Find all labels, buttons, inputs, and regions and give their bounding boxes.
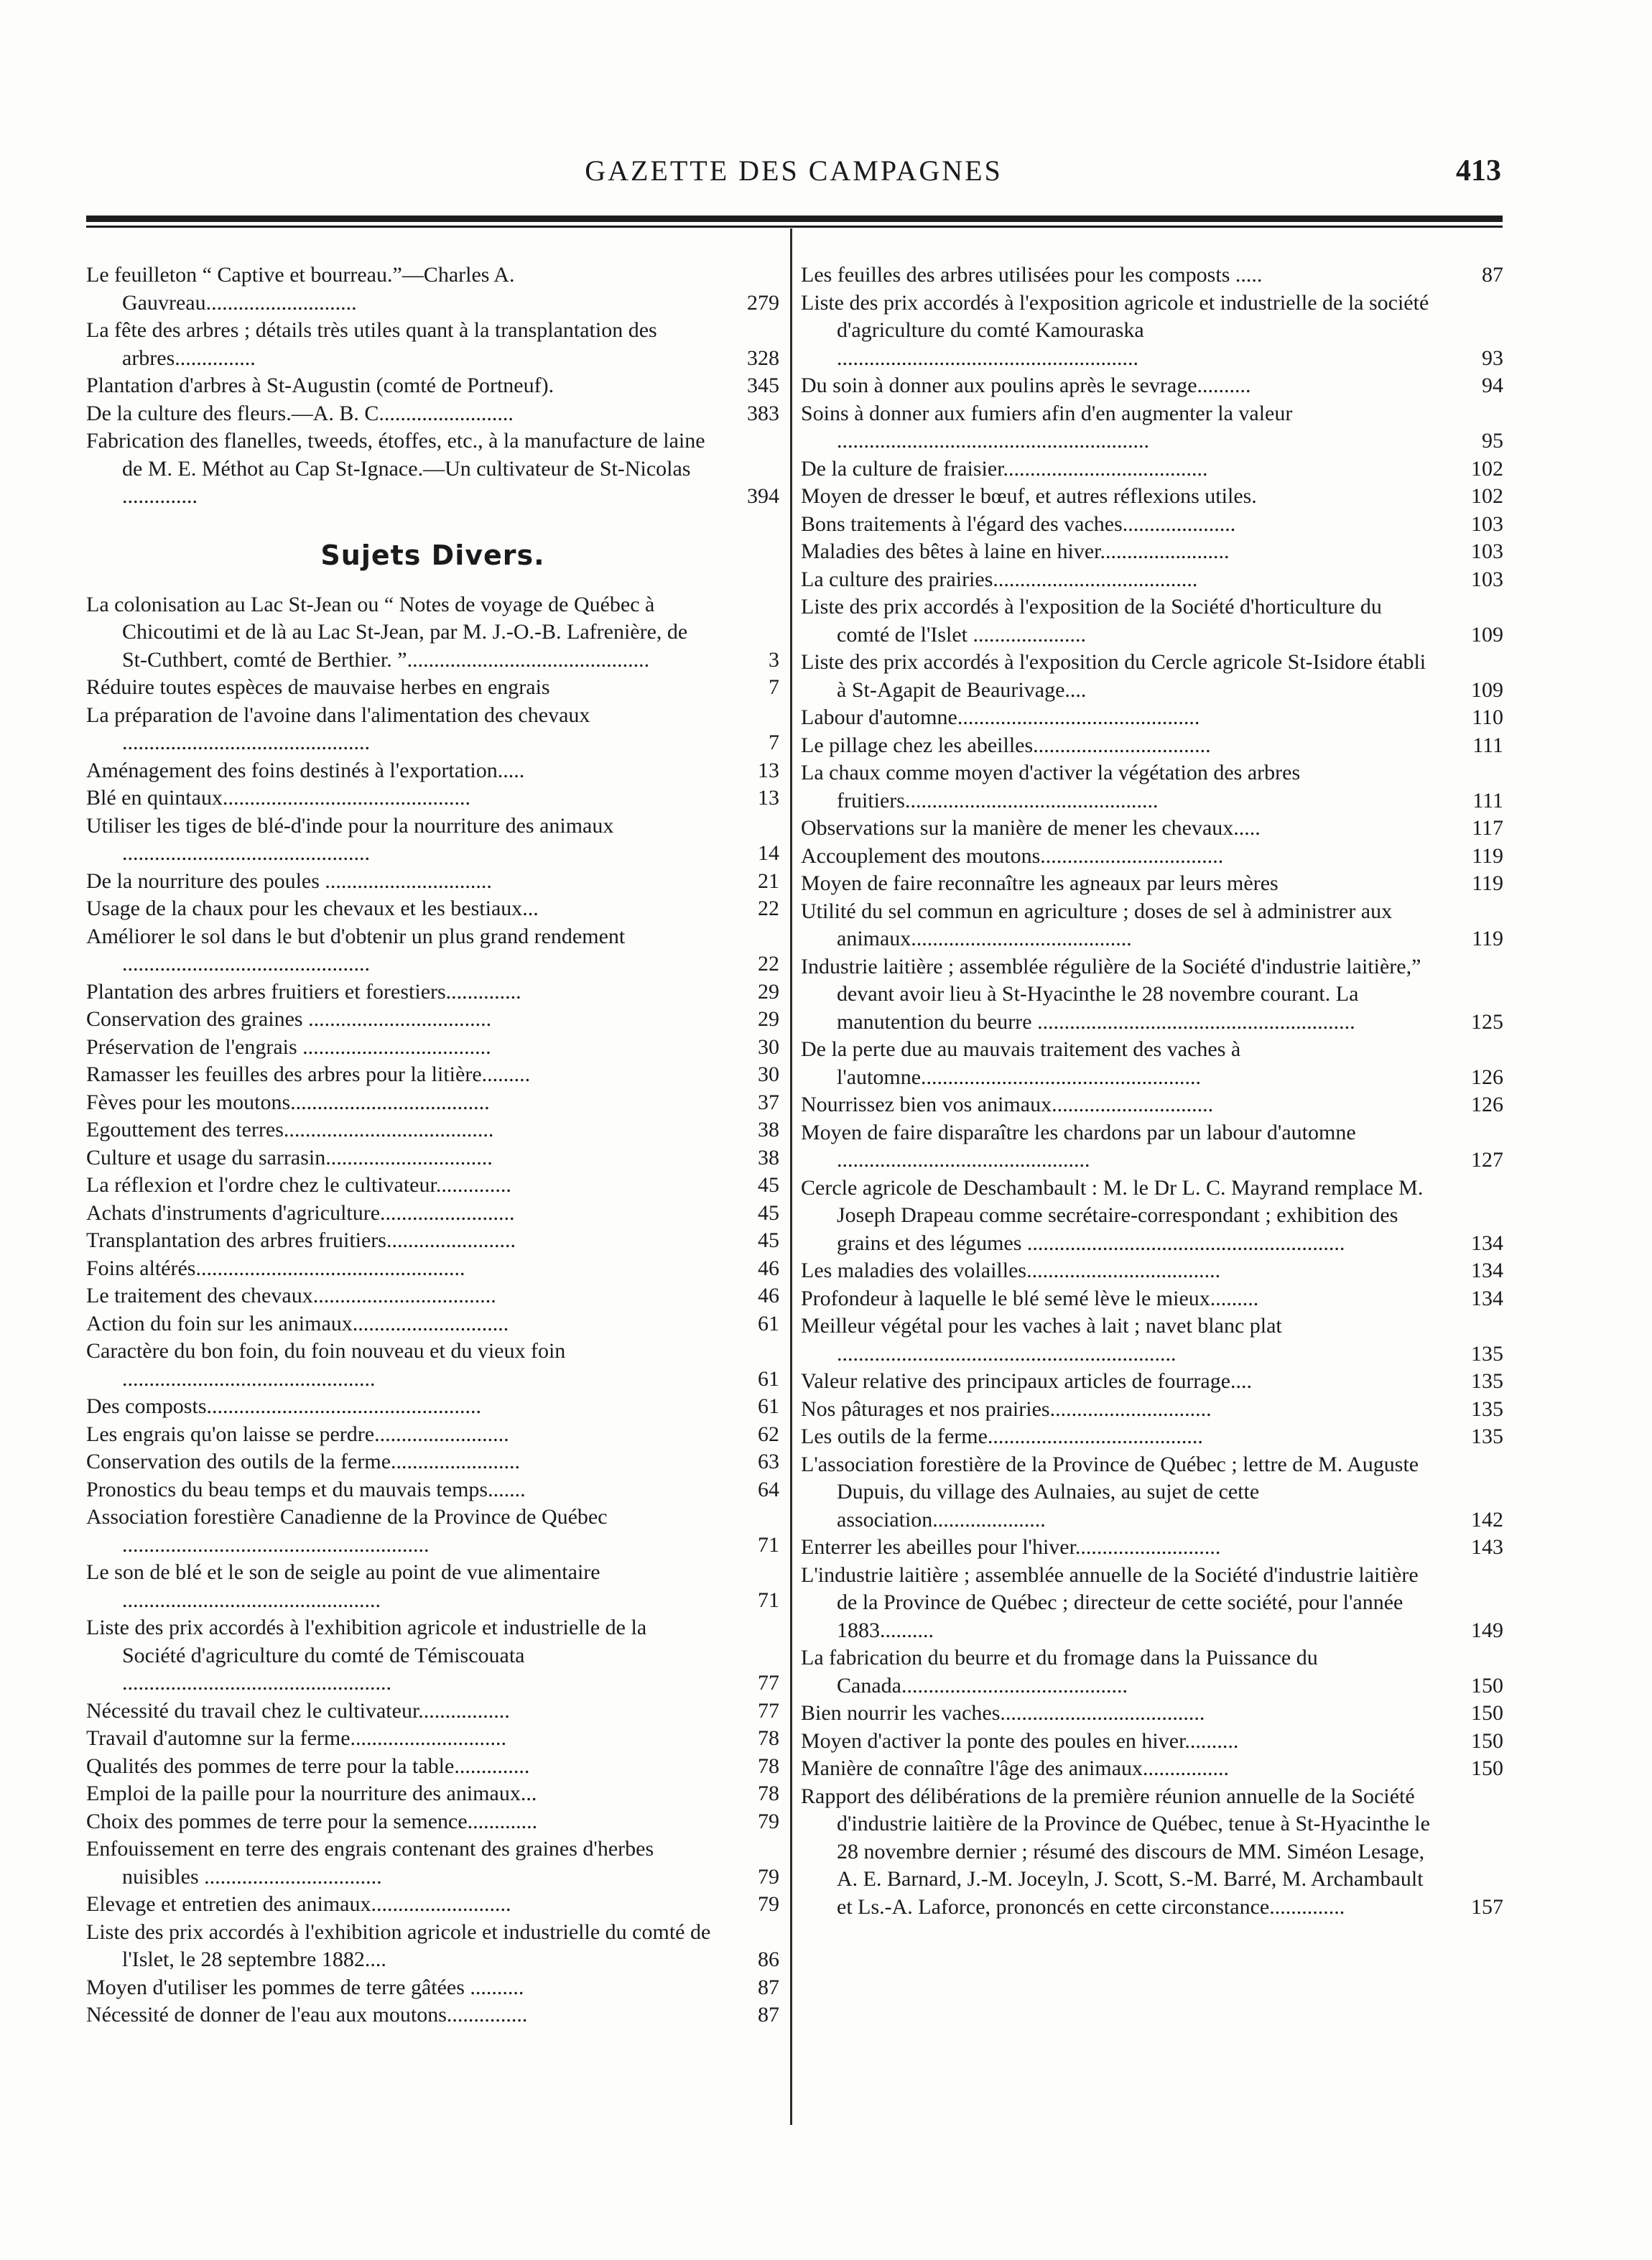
index-entry — [86, 702, 779, 757]
index-entry — [801, 372, 1503, 400]
entry-title: Le traitement des chevaux.................................. — [86, 1284, 496, 1307]
index-entry — [86, 1974, 779, 2002]
entry-page-number: 142 — [1471, 1507, 1503, 1532]
index-entry — [801, 1312, 1503, 1368]
index-entry — [801, 1423, 1503, 1451]
entry-title: Liste des prix accordés à l'exposition du Cercle agricole St-Isidore établi à St-Agapit de Beaurivage.... — [801, 650, 1426, 702]
entry-title: Liste des prix accordés à l'exhibition agricole et industrielle du comté de l'Islet, le 28 septembre 1882.... — [86, 1919, 711, 1971]
index-entry — [801, 1783, 1503, 1922]
entry-title: La réflexion et l'ordre chez le cultivateur.............. — [86, 1173, 511, 1197]
entry-page-number: 30 — [758, 1034, 779, 1059]
entry-title: Profondeur à laquelle le blé semé lève le mieux......... — [801, 1286, 1259, 1310]
entry-title: La chaux comme moyen d'activer la végétation des arbres fruitiers............................................... — [801, 761, 1301, 812]
entry-title: De la culture des fleurs.—A. B. C......................... — [86, 401, 514, 425]
index-entry — [86, 400, 779, 428]
entry-page-number: 119 — [1472, 843, 1503, 868]
entry-page-number: 45 — [758, 1200, 779, 1225]
entry-title: La colonisation au Lac St-Jean ou “ Notes de voyage de Québec à Chicoutimi et de là au Lac St-Jean, par M. J.-O.-B. Lafrenière, de St-Cuthbert, comté de Berthier. ”............................................. — [86, 592, 688, 672]
page-number: 413 — [1456, 154, 1501, 187]
index-entry — [801, 1091, 1503, 1119]
entry-title: Améliorer le sol dans le but d'obtenir un plus grand rendement .............................................. — [86, 924, 626, 976]
entry-page-number: 93 — [1482, 346, 1503, 370]
index-entry — [801, 1755, 1503, 1783]
entry-page-number: 62 — [758, 1422, 779, 1446]
index-entry — [86, 1338, 779, 1393]
entry-title: Meilleur végétal pour les vaches à lait ; navet blanc plat ............................................................... — [801, 1314, 1282, 1366]
entry-page-number: 117 — [1472, 816, 1503, 840]
index-entry — [86, 784, 779, 812]
entry-page-number: 71 — [758, 1588, 779, 1612]
index-entry — [86, 1034, 779, 1062]
entry-title: La fabrication du beurre et du fromage dans la Puissance du Canada.......................................... — [801, 1646, 1318, 1698]
index-entry — [801, 1562, 1503, 1645]
entry-page-number: 103 — [1471, 567, 1503, 591]
index-entry — [86, 261, 779, 317]
entry-page-number: 38 — [758, 1145, 779, 1170]
entry-title: Du soin à donner aux poulins après le sevrage.......... — [801, 374, 1251, 397]
entry-page-number: 135 — [1471, 1425, 1503, 1448]
index-entry — [86, 1421, 779, 1449]
entry-page-number: 103 — [1471, 511, 1503, 536]
entry-title: Emploi de la paille pour la nourriture des animaux... — [86, 1782, 537, 1805]
left-section-entries — [86, 591, 779, 2029]
entry-page-number: 14 — [758, 841, 779, 865]
index-entry — [801, 1396, 1503, 1424]
entry-title: Manière de connaître l'âge des animaux................ — [801, 1756, 1230, 1780]
entry-title: Le son de blé et le son de seigle au point de vue alimentaire ................................................ — [86, 1560, 600, 1612]
entry-page-number: 86 — [758, 1948, 779, 1971]
entry-page-number: 127 — [1471, 1148, 1503, 1172]
index-entry — [801, 843, 1503, 871]
header-rule-thick — [86, 216, 1503, 222]
entry-title: Fèves pour les moutons..................................... — [86, 1090, 490, 1114]
entry-page-number: 95 — [1482, 429, 1503, 453]
index-entry — [86, 1780, 779, 1808]
entry-title: Utilité du sel commun en agriculture ; doses de sel à administrer aux animaux......................................... — [801, 899, 1393, 950]
entry-title: Transplantation des arbres fruitiers........................ — [86, 1228, 516, 1252]
index-entry — [86, 1919, 779, 1974]
entry-page-number: 126 — [1471, 1093, 1503, 1116]
entry-page-number: 78 — [758, 1782, 779, 1805]
left-top-entries — [86, 261, 779, 511]
index-entry — [801, 704, 1503, 732]
entry-page-number: 134 — [1471, 1259, 1503, 1282]
index-entry — [801, 1257, 1503, 1285]
entry-page-number: 150 — [1471, 1701, 1503, 1725]
entry-page-number: 22 — [758, 897, 779, 920]
index-entry — [86, 1393, 779, 1421]
entry-page-number: 30 — [758, 1062, 779, 1086]
entry-title: Achats d'instruments d'agriculture......................... — [86, 1200, 515, 1225]
index-entry — [86, 427, 779, 511]
entry-title: Nourrissez bien vos animaux.............................. — [801, 1093, 1214, 1116]
index-entry — [86, 1172, 779, 1200]
entry-title: Plantation d'arbres à St-Augustin (comté de Portneuf). — [86, 374, 554, 397]
entry-page-number: 125 — [1471, 1009, 1503, 1034]
index-entry — [86, 978, 779, 1006]
entry-title: Maladies des bêtes à laine en hiver........................ — [801, 539, 1230, 563]
entry-page-number: 135 — [1471, 1397, 1503, 1421]
index-entry — [801, 1534, 1503, 1562]
index-entry — [86, 1559, 779, 1614]
entry-title: Conservation des graines .................................. — [86, 1007, 492, 1031]
entry-page-number: 87 — [758, 1975, 779, 1999]
entry-page-number: 150 — [1471, 1673, 1503, 1698]
entry-page-number: 45 — [758, 1228, 779, 1252]
entry-title: L'industrie laitière ; assemblée annuelle de la Société d'industrie laitière de la Province de Québec ; directeur de cette société, pour l'année 1883.......... — [801, 1562, 1419, 1642]
index-entry — [86, 1144, 779, 1172]
entry-title: Moyen de faire reconnaître les agneaux par leurs mères — [801, 871, 1279, 895]
entry-title: Travail d'automne sur la ferme............................. — [86, 1726, 507, 1750]
index-entry — [801, 1175, 1503, 1258]
index-entry — [801, 1368, 1503, 1396]
entry-page-number: 79 — [758, 1864, 779, 1889]
entry-title: Moyen d'activer la ponte des poules en hiver.......... — [801, 1728, 1239, 1753]
entry-page-number: 13 — [758, 786, 779, 810]
entry-title: Culture et usage du sarrasin............................... — [86, 1145, 493, 1170]
entry-title: Enfouissement en terre des engrais contenant des graines d'herbes nuisibles ................................. — [86, 1837, 654, 1889]
column-divider — [790, 228, 792, 2125]
entry-title: Fabrication des flanelles, tweeds, étoffes, etc., à la manufacture de laine de M. E. Méthot au Cap St-Ignace.—Un cultivateur de St-Nicolas .............. — [86, 429, 705, 508]
entry-page-number: 111 — [1472, 788, 1503, 812]
entry-title: Usage de la chaux pour les chevaux et les bestiaux... — [86, 897, 539, 920]
index-entry — [86, 1089, 779, 1117]
entry-page-number: 150 — [1471, 1756, 1503, 1780]
entry-page-number: 135 — [1471, 1341, 1503, 1366]
entry-title: Réduire toutes espèces de mauvaise herbes en engrais — [86, 675, 550, 699]
entry-page-number: 7 — [769, 675, 779, 699]
entry-page-number: 103 — [1471, 539, 1503, 563]
entry-title: Labour d'automne............................................. — [801, 705, 1200, 729]
entry-page-number: 87 — [1482, 263, 1503, 287]
section-title: Sujets Divers. — [320, 539, 545, 571]
entry-page-number: 157 — [1471, 1894, 1503, 1919]
entry-title: Observations sur la manière de mener les chevaux..... — [801, 816, 1261, 840]
entry-page-number: 102 — [1471, 484, 1503, 508]
entry-page-number: 38 — [758, 1118, 779, 1141]
entry-title: Caractère du bon foin, du foin nouveau et du vieux foin ............................................... — [86, 1339, 566, 1391]
entry-title: Elevage et entretien des animaux.......................... — [86, 1892, 511, 1916]
entry-page-number: 78 — [758, 1754, 779, 1778]
entry-page-number: 79 — [758, 1809, 779, 1833]
index-entry — [801, 511, 1503, 539]
index-entry — [801, 870, 1503, 898]
entry-title: Moyen d'utiliser les pommes de terre gâtées .......... — [86, 1975, 524, 1999]
entry-title: Des composts................................................... — [86, 1394, 481, 1418]
entry-page-number: 94 — [1482, 374, 1503, 397]
entry-title: Valeur relative des principaux articles de fourrage.... — [801, 1369, 1253, 1393]
entry-title: Enterrer les abeilles pour l'hiver........................... — [801, 1535, 1221, 1559]
entry-title: Foins altérés.................................................. — [86, 1256, 465, 1280]
entry-page-number: 61 — [758, 1311, 779, 1335]
running-title: GAZETTE DES CAMPAGNES — [585, 154, 1003, 187]
entry-page-number: 61 — [758, 1366, 779, 1391]
index-entry — [801, 290, 1503, 373]
entry-page-number: 29 — [758, 979, 779, 1004]
entry-title: Cercle agricole de Deschambault : M. le Dr L. C. Mayrand remplace M. Joseph Drapeau comme secrétaire-correspondant ; exhibition des grains et des légumes ........................................................... — [801, 1175, 1424, 1255]
entry-title: Moyen de faire disparaître les chardons par un labour d'automne ............................................... — [801, 1120, 1356, 1172]
entry-page-number: 46 — [758, 1256, 779, 1280]
entry-page-number: 45 — [758, 1173, 779, 1197]
entry-title: Les outils de la ferme........................................ — [801, 1425, 1203, 1448]
index-entry — [86, 591, 779, 675]
index-entry — [86, 1282, 779, 1310]
entry-page-number: 21 — [758, 869, 779, 893]
index-entry — [801, 1728, 1503, 1756]
entry-page-number: 126 — [1471, 1065, 1503, 1089]
entry-title: Ramasser les feuilles des arbres pour la litière......... — [86, 1062, 531, 1086]
entry-page-number: 64 — [758, 1477, 779, 1501]
entry-title: Le pillage chez les abeilles................................. — [801, 733, 1211, 757]
entry-title: De la perte due au mauvais traitement des vaches à l'automne.................................................... — [801, 1037, 1241, 1089]
entry-page-number: 46 — [758, 1284, 779, 1307]
index-entry — [801, 898, 1503, 953]
entry-title: Industrie laitière ; assemblée régulière de la Société d'industrie laitière,” devant avoir lieu à St-Hyacinthe le 28 novembre courant. La manutention du beurre ........................................................... — [801, 954, 1421, 1034]
entry-page-number: 109 — [1471, 677, 1503, 702]
index-entry — [86, 317, 779, 372]
entry-page-number: 22 — [758, 952, 779, 976]
left-column — [86, 261, 779, 2029]
index-entry — [801, 1119, 1503, 1175]
entry-page-number: 279 — [747, 290, 779, 315]
entry-title: Moyen de dresser le bœuf, et autres réflexions utiles. — [801, 484, 1257, 508]
entry-title: Nécessité du travail chez le cultivateur................. — [86, 1698, 510, 1723]
entry-page-number: 71 — [758, 1532, 779, 1557]
entry-page-number: 143 — [1471, 1535, 1503, 1559]
index-entry — [86, 1725, 779, 1753]
entry-title: Pronostics du beau temps et du mauvais temps....... — [86, 1477, 526, 1501]
index-entry — [86, 1310, 779, 1338]
index-entry — [86, 1116, 779, 1144]
index-entry — [801, 593, 1503, 649]
entry-page-number: 29 — [758, 1007, 779, 1031]
entry-title: Les engrais qu'on laisse se perdre......................... — [86, 1422, 509, 1446]
index-entry — [86, 923, 779, 978]
entry-page-number: 7 — [769, 731, 779, 754]
index-entry — [86, 1504, 779, 1559]
entry-page-number: 119 — [1472, 927, 1503, 950]
index-entry — [801, 261, 1503, 290]
entry-page-number: 109 — [1471, 622, 1503, 647]
index-entry — [86, 1255, 779, 1283]
header-rule-thin — [86, 226, 1503, 228]
entry-page-number: 102 — [1471, 456, 1503, 481]
entry-title: Accouplement des moutons.................................. — [801, 843, 1224, 868]
entry-page-number: 134 — [1471, 1231, 1503, 1255]
index-entry — [801, 815, 1503, 843]
entry-page-number: 37 — [758, 1090, 779, 1114]
index-entry — [86, 1808, 779, 1836]
entry-page-number: 134 — [1471, 1286, 1503, 1310]
entry-page-number: 79 — [758, 1892, 779, 1916]
index-entry — [801, 759, 1503, 815]
entry-page-number: 345 — [747, 374, 779, 397]
entry-page-number: 150 — [1471, 1728, 1503, 1753]
entry-title: Conservation des outils de la ferme........................ — [86, 1450, 521, 1473]
entry-page-number: 135 — [1471, 1369, 1503, 1393]
index-entry — [801, 1285, 1503, 1313]
entry-title: Les feuilles des arbres utilisées pour les composts ..... — [801, 263, 1263, 287]
index-entry — [86, 1061, 779, 1089]
entry-page-number: 119 — [1472, 871, 1503, 895]
entry-title: De la culture de fraisier...................................... — [801, 456, 1208, 481]
index-entry — [86, 1614, 779, 1698]
index-entry — [86, 1006, 779, 1034]
index-entry — [801, 649, 1503, 704]
entry-page-number: 328 — [747, 346, 779, 370]
index-entry — [801, 953, 1503, 1037]
entry-title: Action du foin sur les animaux............................. — [86, 1311, 509, 1335]
right-column — [801, 261, 1503, 1921]
index-entry — [801, 566, 1503, 594]
entry-title: Bons traitements à l'égard des vaches..................... — [801, 511, 1236, 536]
entry-title: Blé en quintaux.............................................. — [86, 786, 470, 810]
entry-page-number: 63 — [758, 1450, 779, 1473]
entry-title: Aménagement des foins destinés à l'exportation..... — [86, 758, 525, 782]
index-entry — [86, 1753, 779, 1781]
page-header — [86, 151, 1501, 194]
entry-title: La culture des prairies...................................... — [801, 567, 1198, 591]
index-entry — [86, 1891, 779, 1919]
entry-title: Plantation des arbres fruitiers et forestiers.............. — [86, 979, 521, 1004]
index-entry — [801, 1700, 1503, 1728]
index-entry — [801, 538, 1503, 566]
entry-title: Liste des prix accordés à l'exposition de la Société d'horticulture du comté de l'Islet ..................... — [801, 595, 1382, 647]
entry-page-number: 61 — [758, 1394, 779, 1418]
entry-title: Choix des pommes de terre pour la semence............. — [86, 1809, 538, 1833]
index-entry — [801, 1036, 1503, 1091]
index-entry — [801, 483, 1503, 511]
index-entry — [86, 674, 779, 702]
entry-title: Les maladies des volailles.................................... — [801, 1259, 1221, 1282]
entry-title: Soins à donner aux fumiers afin d'en augmenter la valeur .......................................................... — [801, 401, 1293, 453]
index-entry — [86, 2001, 779, 2029]
entry-title: La préparation de l'avoine dans l'alimentation des chevaux .............................................. — [86, 703, 590, 754]
entry-title: Bien nourrir les vaches...................................... — [801, 1701, 1205, 1725]
index-entry — [86, 757, 779, 785]
entry-page-number: 383 — [747, 401, 779, 425]
entry-title: La fête des arbres ; détails très utiles quant à la transplantation des arbres............... — [86, 318, 657, 370]
index-entry — [86, 868, 779, 896]
index-entry — [86, 1227, 779, 1255]
entry-title: L'association forestière de la Province de Québec ; lettre de M. Auguste Dupuis, du village des Aulnaies, au sujet de cette association..................... — [801, 1452, 1419, 1532]
entry-title: De la nourriture des poules ............................... — [86, 869, 492, 893]
entry-page-number: 77 — [758, 1698, 779, 1723]
index-entry — [86, 1448, 779, 1476]
index-entry — [86, 1835, 779, 1891]
entry-page-number: 149 — [1471, 1618, 1503, 1642]
entry-page-number: 111 — [1472, 733, 1503, 757]
entry-title: Nécessité de donner de l'eau aux moutons............... — [86, 2003, 528, 2027]
entry-page-number: 77 — [758, 1671, 779, 1695]
entry-page-number: 78 — [758, 1726, 779, 1750]
right-entries — [801, 261, 1503, 1921]
index-entry — [801, 455, 1503, 483]
index-entry — [86, 812, 779, 868]
index-entry — [801, 1451, 1503, 1534]
index-entry — [801, 1644, 1503, 1700]
entry-title: Préservation de l'engrais ................................... — [86, 1034, 491, 1059]
entry-page-number: 110 — [1472, 705, 1503, 729]
entry-title: Liste des prix accordés à l'exhibition agricole et industrielle de la Société d'agriculture du comté de Témiscouata .................................................. — [86, 1616, 647, 1695]
index-entry — [86, 372, 779, 400]
index-entry — [86, 895, 779, 923]
entry-title: Egouttement des terres....................................... — [86, 1118, 494, 1141]
index-entry — [86, 1698, 779, 1726]
entry-title: Nos pâturages et nos prairies.............................. — [801, 1397, 1212, 1421]
entry-page-number: 87 — [758, 2003, 779, 2027]
entry-page-number: 13 — [758, 758, 779, 782]
entry-title: Qualités des pommes de terre pour la table.............. — [86, 1754, 530, 1778]
index-entry — [801, 732, 1503, 760]
entry-title: Le feuilleton “ Captive et bourreau.”—Charles A. Gauvreau............................ — [86, 263, 515, 315]
entry-title: Utiliser les tiges de blé-d'inde pour la nourriture des animaux .............................................. — [86, 813, 614, 865]
entry-title: Rapport des délibérations de la première réunion annuelle de la Société d'industrie laitière de la Province de Québec, tenue à St-Hyacinthe le 28 novembre dernier ; résumé des discours de MM. Siméon Lesage, A. E. Barnard, J.-M. Joceyln, J. Scott, S.-M. Barré, M. Archambault et Ls.-A. Laforce, prononcés en cette circonstance.............. — [801, 1784, 1430, 1919]
index-entry — [86, 1476, 779, 1504]
entry-title: Liste des prix accordés à l'exposition agricole et industrielle de la société d'agriculture du comté Kamouraska ........................................................ — [801, 290, 1429, 370]
entry-title: Association forestière Canadienne de la Province de Québec ......................................................... — [86, 1505, 608, 1557]
entry-page-number: 3 — [769, 647, 779, 672]
entry-page-number: 394 — [747, 484, 779, 508]
index-entry — [801, 400, 1503, 455]
index-entry — [86, 1200, 779, 1228]
